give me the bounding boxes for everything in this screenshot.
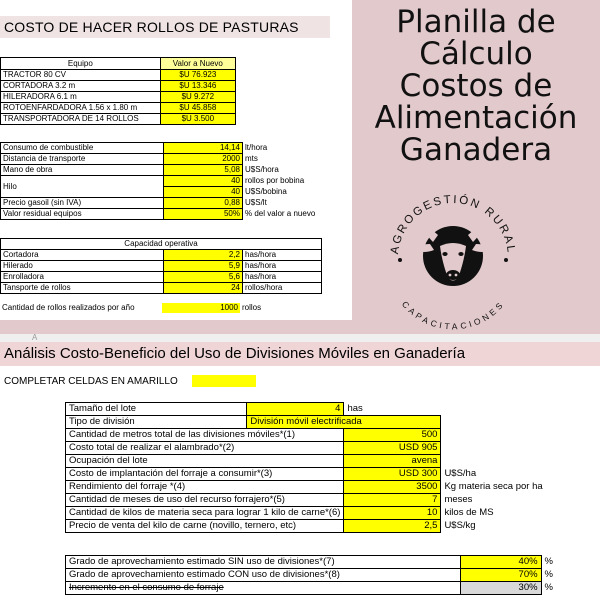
rolls-table [0,303,318,313]
param-label[interactable]: Precio gasoil (sin IVA) [1,198,164,209]
page-heading [352,6,600,166]
input-value[interactable]: 2,5 [344,520,441,533]
input-value[interactable]: 10 [344,507,441,520]
capacity-label[interactable]: Enrolladora [1,272,164,283]
table-row [1,250,322,261]
results-table [65,555,557,595]
input-label[interactable]: Ocupación del lote [66,455,344,468]
rolls-label[interactable]: Cantidad de rollos realizados por año [2,303,135,312]
cost-spreadsheet-rolls [0,0,352,320]
param-label[interactable]: Consumo de combustible [1,143,164,154]
equipment-name[interactable]: ROTOENFARDADORA 1.56 x 1.80 m [1,103,161,114]
param-value[interactable]: 40 [164,187,243,198]
input-value[interactable]: 3500 [344,481,441,494]
table-row [66,416,581,429]
equipment-value[interactable]: $U 9.272 [160,92,235,103]
input-unit: meses [444,494,473,505]
input-label[interactable]: Tamaño del lote [66,403,247,416]
input-label[interactable]: Cantidad de kilos de materia seca para lograr 1 kilo de carne*(6) [66,507,344,520]
table-row [66,403,581,416]
input-label[interactable]: Cantidad de metros total de las divisiones móviles*(1) [66,429,344,442]
equipment-value[interactable]: $U 13.346 [160,81,235,92]
equipment-name[interactable]: TRANSPORTADORA DE 14 ROLLOS [1,114,161,125]
table-row [1,209,318,220]
input-value[interactable]: avena [344,455,441,468]
input-value[interactable]: USD 300 [344,468,441,481]
logo-bottom-text: CAPACITACIONES [399,299,507,330]
input-label[interactable]: Cantidad de meses de uso del recurso forrajero*(5) [66,494,344,507]
result-unit: % [544,556,553,567]
table-row [1,176,318,187]
param-unit: U$S/hora [245,165,279,174]
table-row [1,154,318,165]
result-unit: % [544,569,553,580]
input-value[interactable]: División móvil electrificada [247,416,441,429]
heading-line: Planilla de [396,4,556,40]
result-unit: % [544,582,553,593]
table-row [1,198,318,209]
table-row [66,520,581,533]
yellow-legend-cell [192,375,256,387]
param-value[interactable]: 14,14 [164,143,243,154]
input-label[interactable]: Tipo de división [66,416,247,429]
sheet-title: COSTO DE HACER ROLLOS DE PASTURAS [0,16,330,38]
sheet-title: Análisis Costo-Beneficio del Uso de Divisiones Móviles en Ganadería [0,342,600,366]
table-row [66,494,581,507]
logo-dot [504,258,508,262]
param-value[interactable]: 40 [164,176,243,187]
table-row [66,481,581,494]
equipment-name[interactable]: HILERADORA 6.1 m [1,92,161,103]
equipment-value[interactable]: $U 76.923 [160,70,235,81]
capacity-value[interactable]: 24 [164,283,243,294]
table-row [1,103,236,114]
param-value[interactable]: 2000 [164,154,243,165]
param-unit: U$S/lt [245,198,267,207]
cow-head-icon [414,220,492,286]
capacity-unit: has/hora [243,250,322,261]
equipment-value[interactable]: $U 45.858 [160,103,235,114]
heading-line: Cálculo [419,36,533,72]
table-row [66,507,581,520]
capacity-label[interactable]: Cortadora [1,250,164,261]
input-label[interactable]: Precio de venta del kilo de carne (novillo, ternero, etc) [66,520,344,533]
capacity-value[interactable]: 2,2 [164,250,243,261]
table-row [66,468,581,481]
table-row [66,455,581,468]
param-label[interactable]: Hilo [1,176,164,198]
result-value[interactable]: 30% [461,582,541,595]
param-unit: lt/hora [245,143,268,152]
capacity-title: Capacidad operativa [1,239,322,250]
logo-dot [398,258,402,262]
table-row [1,92,236,103]
result-value[interactable]: 70% [461,569,541,582]
capacity-unit: has/hora [243,272,322,283]
heading-line: Alimentación [374,100,578,136]
input-unit [441,429,580,442]
equipment-table [0,57,236,125]
table-row [66,429,581,442]
equipment-value[interactable]: $U 3.500 [160,114,235,125]
table-row [66,556,557,569]
result-value[interactable]: 40% [461,556,541,569]
instruction-text: COMPLETAR CELDAS EN AMARILLO [4,376,178,387]
equipment-name[interactable]: CORTADORA 3.2 m [1,81,161,92]
capacity-unit: has/hora [243,261,322,272]
result-label[interactable]: Grado de aprovechamiento estimado SIN uso de divisiones*(7) [66,556,461,569]
input-unit [441,442,580,455]
agrogestion-logo [378,180,528,330]
table-row [1,81,236,92]
result-label[interactable]: Grado de aprovechamiento estimado CON uso de divisiones*(8) [66,569,461,582]
column-header-a[interactable]: A [32,333,38,342]
equipment-header: Equipo [1,58,161,70]
params-table [0,142,318,220]
table-row [1,272,322,283]
param-label[interactable]: Mano de obra [1,165,164,176]
capacity-value[interactable]: 5,9 [164,261,243,272]
inputs-table [65,402,580,533]
value-header: Valor a Nuevo [160,58,235,70]
heading-line: Costos de [399,68,553,104]
rolls-unit: rollos [242,303,262,312]
input-label[interactable]: Rendimiento del forraje *(4) [66,481,344,494]
input-unit: has [347,402,363,414]
input-unit: kilos de MS [444,507,494,518]
input-value[interactable]: 4 [247,403,344,416]
param-value[interactable]: 0,88 [164,198,243,209]
result-label[interactable]: Incremento en el consumo de forraje [66,582,461,595]
input-unit: Kg materia seca por ha [444,481,543,492]
input-unit: U$S/kg [444,520,476,531]
cost-benefit-spreadsheet [0,334,600,600]
input-value[interactable]: 7 [344,494,441,507]
table-row [1,70,236,81]
param-value[interactable]: 5,08 [164,165,243,176]
table-row [1,143,318,154]
table-row [66,442,581,455]
capacity-value[interactable]: 5,6 [164,272,243,283]
table-row [66,569,557,582]
input-label[interactable]: Costo de implantación del forraje a consumir*(3) [66,468,344,481]
table-row [66,582,557,595]
param-label[interactable]: Distancia de transporte [1,154,164,165]
capacity-label[interactable]: Hilerado [1,261,164,272]
table-row [0,303,318,313]
input-unit: U$S/ha [444,468,477,479]
equipment-name[interactable]: TRACTOR 80 CV [1,70,161,81]
input-unit [441,416,580,429]
param-unit: % del valor a nuevo [245,209,316,218]
capacity-unit: rollos/hora [243,283,322,294]
table-row [1,261,322,272]
param-unit: mts [245,154,258,163]
capacity-table [0,238,322,294]
param-label[interactable]: Valor residual equipos [1,209,164,220]
table-row [1,283,322,294]
input-label[interactable]: Costo total de realizar el alambrado*(2) [66,442,344,455]
param-value[interactable]: 50% [164,209,243,220]
param-unit: rollos por bobina [245,176,305,185]
rolls-value[interactable]: 1000 [162,303,240,313]
capacity-label[interactable]: Tansporte de rollos [1,283,164,294]
table-row [1,114,236,125]
input-value[interactable]: 500 [344,429,441,442]
logo-top-text: AGROGESTIÓN RURAL [389,193,517,255]
input-value[interactable]: USD 905 [344,442,441,455]
param-unit: U$S/bobina [245,187,287,196]
input-unit [441,455,580,468]
table-row [1,165,318,176]
heading-line: Ganadera [399,132,553,168]
